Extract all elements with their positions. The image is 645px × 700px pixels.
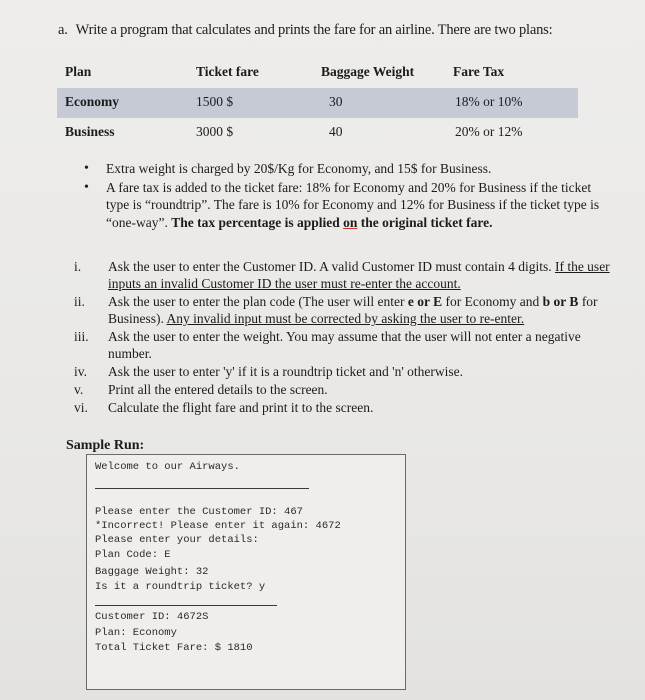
cell-plan: Business xyxy=(65,124,115,139)
sample-run-label: Sample Run: xyxy=(66,438,145,453)
sample-console xyxy=(86,454,406,690)
step-number: iv. xyxy=(74,364,87,379)
step-number: vi. xyxy=(74,400,88,415)
header-plan: Plan xyxy=(65,64,92,79)
table-row xyxy=(57,118,578,148)
cell-fare-tax: 18% or 10% xyxy=(455,94,523,109)
list-item: iii. Ask the user to enter the weight. You may assume that the user will not enter a negative number. xyxy=(74,329,581,361)
console-line: Please enter your details: xyxy=(95,534,259,546)
bullet-icon: • xyxy=(84,179,89,195)
console-line: Total Ticket Fare: $ 1810 xyxy=(95,642,253,654)
cell-ticket-fare: 1500 $ xyxy=(196,94,234,109)
rules-list xyxy=(84,160,614,232)
header-fare-tax: Fare Tax xyxy=(453,64,505,79)
question-number: a. xyxy=(58,22,68,38)
cell-baggage-weight: 30 xyxy=(329,94,343,109)
list-item: iv. Ask the user to enter 'y' if it is a roundtrip ticket and 'n' otherwise. xyxy=(74,364,464,379)
question-text: Write a program that calculates and prints the fare for an airline. There are two plans: xyxy=(75,22,553,38)
list-item: vi. Calculate the flight fare and print it to the screen. xyxy=(74,400,374,415)
steps-list xyxy=(68,258,613,417)
table-header-row xyxy=(57,58,578,88)
step-number: v. xyxy=(74,382,84,397)
list-item: v. Print all the entered details to the screen. xyxy=(74,382,328,397)
cell-plan: Economy xyxy=(65,94,119,109)
cell-baggage-weight: 40 xyxy=(329,124,343,139)
cell-ticket-fare: 3000 $ xyxy=(196,124,234,139)
console-separator xyxy=(95,488,309,489)
console-separator xyxy=(95,605,277,606)
list-item: i. Ask the user to enter the Customer ID. A valid Customer ID must contain 4 digits. If the user inputs an invalid Customer ID the user must re-enter the account. xyxy=(74,259,610,291)
step-number: i. xyxy=(74,259,82,274)
console-line: Is it a roundtrip ticket? y xyxy=(95,581,266,593)
console-line: *Incorrect! Please enter it again: 4672 xyxy=(95,520,341,532)
console-line: Welcome to our Airways. xyxy=(95,461,240,473)
step-number: ii. xyxy=(74,294,85,309)
bullet-icon: • xyxy=(84,161,89,176)
list-item: • A fare tax is added to the ticket fare: 18% for Economy and 20% for Business if the ticket type is “roundtrip”. The fare is 10% for Economy and 12% for Business if the ticket type is “one-way”. The tax percentage is applied on the original ticket fare. xyxy=(84,179,600,230)
list-item: • Extra weight is charged by 20$/Kg for Economy, and 15$ for Business. xyxy=(84,161,492,176)
console-line: Please enter the Customer ID: 467 xyxy=(95,506,303,518)
header-ticket-fare: Ticket fare xyxy=(196,64,259,79)
table-row xyxy=(57,88,578,118)
console-line: Baggage Weight: 32 xyxy=(95,566,209,578)
console-line: Plan Code: E xyxy=(95,549,171,561)
step-number: iii. xyxy=(74,329,89,344)
cell-fare-tax: 20% or 12% xyxy=(455,124,523,139)
header-baggage-weight: Baggage Weight xyxy=(321,64,415,79)
question-title xyxy=(58,22,552,39)
plans-table xyxy=(57,58,578,148)
list-item: ii. Ask the user to enter the plan code (The user will enter e or E for Economy and b or B for Business). Any invalid input must be corrected by asking the user to re-enter. xyxy=(74,294,598,326)
console-line: Customer ID: 4672S xyxy=(95,611,209,623)
console-line: Plan: Economy xyxy=(95,627,177,639)
